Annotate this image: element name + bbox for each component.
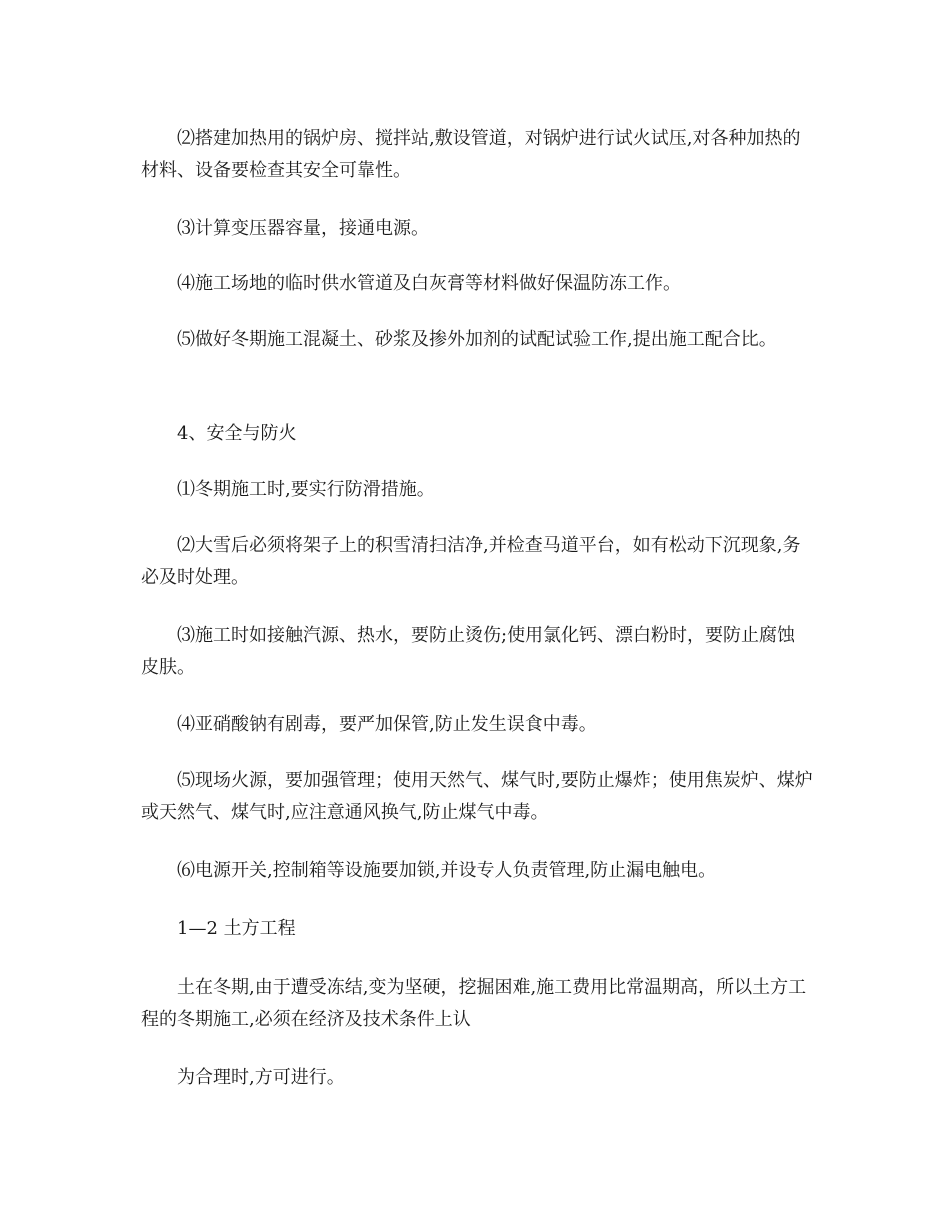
paragraph-heating-setup: ⑵搭建加热用的锅炉房、搅拌站,敷设管道，对锅炉进行试火试压,对各种加热的材料、设备要检查其安全可靠性。 xyxy=(141,128,801,181)
paragraph-transformer: ⑶计算变压器容量，接通电源。 xyxy=(177,218,429,239)
paragraph-earthwork-continued: 为合理时,方可进行。 xyxy=(177,1067,345,1088)
paragraph-snow-clearing: ⑵大雪后必须将架子上的积雪清扫洁净,并检查马道平台，如有松动下沉现象,务必及时处理。 xyxy=(141,535,801,588)
paragraph-earthwork-intro: 土在冬期,由于遭受冻结,变为坚硬，挖掘困难,施工费用比常温期高，所以土方工程的冬期施工,必须在经济及技术条件上认 xyxy=(141,977,807,1030)
paragraph-water-supply: ⑷施工场地的临时供水管道及白灰膏等材料做好保温防冻工作。 xyxy=(177,273,681,294)
section-heading-earthwork: 1—2 土方工程 xyxy=(177,918,296,939)
paragraph-burn-protection: ⑶施工时如接触汽源、热水，要防止烫伤;使用氯化钙、漂白粉时，要防止腐蚀皮肤。 xyxy=(141,625,796,678)
paragraph-electrical-safety: ⑹电源开关,控制箱等设施要加锁,并设专人负责管理,防止漏电触电。 xyxy=(177,860,717,881)
paragraph-nitrite-poison: ⑷亚硝酸钠有剧毒，要严加保管,防止发生误食中毒。 xyxy=(177,714,597,735)
paragraph-mix-trial: ⑸做好冬期施工混凝土、砂浆及掺外加剂的试配试验工作,提出施工配合比。 xyxy=(177,329,777,350)
paragraph-fire-management: ⑸现场火源，要加强管理；使用天然气、煤气时,要防止爆炸；使用焦炭炉、煤炉或天然气、煤气时,应注意通风换气,防止煤气中毒。 xyxy=(141,770,813,823)
paragraph-anti-slip: ⑴冬期施工时,要实行防滑措施。 xyxy=(177,479,435,500)
section-heading-safety: 4、安全与防火 xyxy=(177,423,297,444)
